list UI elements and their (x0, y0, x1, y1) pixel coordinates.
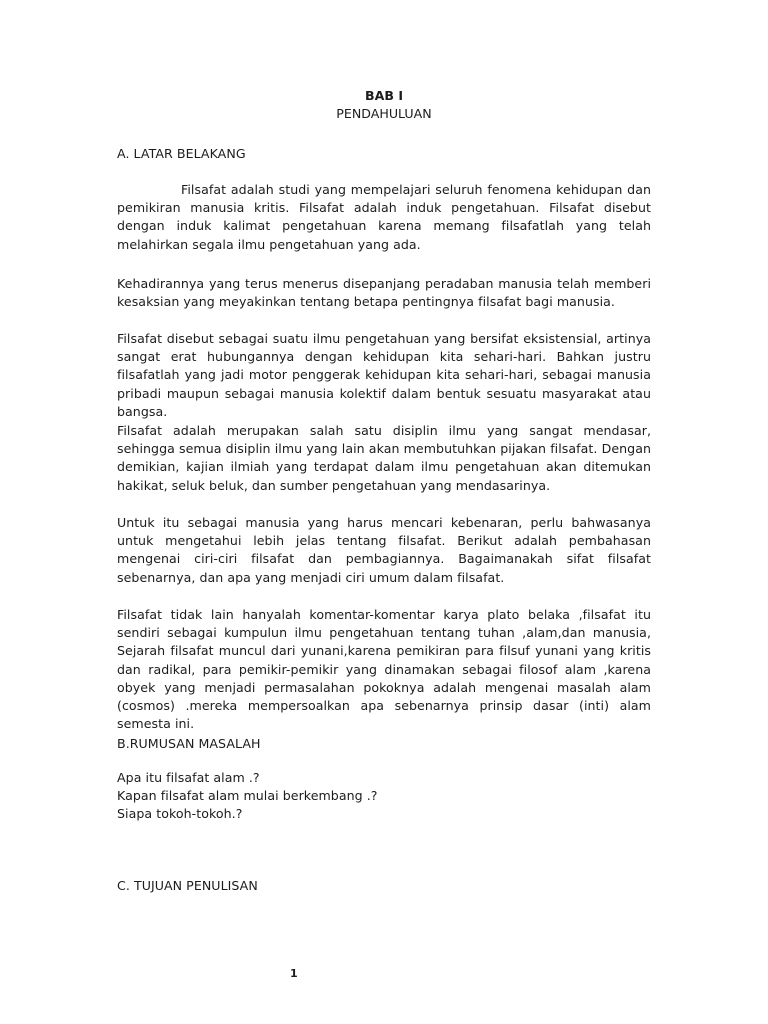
question-item: Kapan filsafat alam mulai berkembang .? (117, 788, 378, 804)
section-b-heading (117, 735, 651, 753)
section-a-heading (117, 145, 651, 163)
paragraph-4-text: Filsafat adalah merupakan salah satu disiplin ilmu yang sangat mendasar, sehingga semua disiplin ilmu yang lain akan membutuhkan pijakan filsafat. Dengan demikian, kajian ilmiah yang terdapat dalam ilmu pengetahuan akan ditemukan hakikat, seluk beluk, dan sumber pengetahuan yang mendasarinya. (117, 423, 651, 493)
paragraph-2 (117, 275, 651, 311)
paragraph-4 (117, 422, 651, 495)
question-item: Apa itu filsafat alam .? (117, 770, 260, 785)
paragraph-3 (117, 330, 651, 421)
paragraph-1 (117, 181, 651, 254)
questions-list (117, 769, 651, 824)
section-c-heading (117, 877, 651, 895)
paragraph-1-text: Filsafat adalah studi yang mempelajari seluruh fenomena kehidupan dan pemikiran manusia kritis. Filsafat adalah induk pengetahuan. Filsafat disebut dengan induk kalimat pengetahuan karena memang filsafatlah yang telah melahirkan segala ilmu pengetahuan yang ada. (117, 182, 651, 252)
paragraph-5 (117, 514, 651, 587)
chapter-label: BAB I (364, 88, 403, 103)
paragraph-6-text: Filsafat tidak lain hanyalah komentar-komentar karya plato belaka ,filsafat itu sendiri sebagai kumpulun ilmu pengetahuan tentang tuhan ,alam,dan manusia, Sejarah filsafat muncul dari yunani,karena pemikiran para filsuf yunani yang kritis dan radikal, para pemikir-pemikir yang dinamakan sebagai filosof alam ,karena obyek yang menjadi permasalahan pokoknya adalah mengenai masalah alam (cosmos) .mereka mempersoalkan apa sebenarnya prinsip dasar (inti) alam semesta ini. (117, 607, 651, 732)
page-number: 1 (290, 967, 298, 980)
question-item: Siapa tokoh-tokoh.? (117, 806, 243, 822)
paragraph-2-text: Kehadirannya yang terus menerus disepanjang peradaban manusia telah memberi kesaksian yang meyakinkan tentang betapa pentingnya filsafat bagi manusia. (117, 276, 651, 310)
section-b-heading-text: B.RUMUSAN MASALAH (117, 736, 261, 751)
paragraph-5-text: Untuk itu sebagai manusia yang harus mencari kebenaran, perlu bahwasanya untuk mengetahui lebih jelas tentang filsafat. Berikut adalah pembahasan mengenai ciri-ciri filsafat dan pembagiannya. Bagaimanakah sifat filsafat sebenarnya, dan apa yang menjadi ciri umum dalam filsafat. (117, 515, 651, 585)
paragraph-3-text: Filsafat disebut sebagai suatu ilmu pengetahuan yang bersifat eksistensial, artinya sangat erat hubungannya dengan kehidupan kita sehari-hari. Bahkan justru filsafatlah yang jadi motor penggerak kehidupan kita sehari-hari, sebagai manusia pribadi maupun sebagai manusia kolektif dalam bentuk sesuatu masyarakat atau bangsa. (117, 331, 651, 419)
section-c-heading-text: C. TUJUAN PENULISAN (117, 878, 258, 893)
section-a-heading-text: A. LATAR BELAKANG (117, 146, 246, 161)
chapter-title: PENDAHULUAN (336, 106, 432, 121)
paragraph-6 (117, 606, 651, 733)
